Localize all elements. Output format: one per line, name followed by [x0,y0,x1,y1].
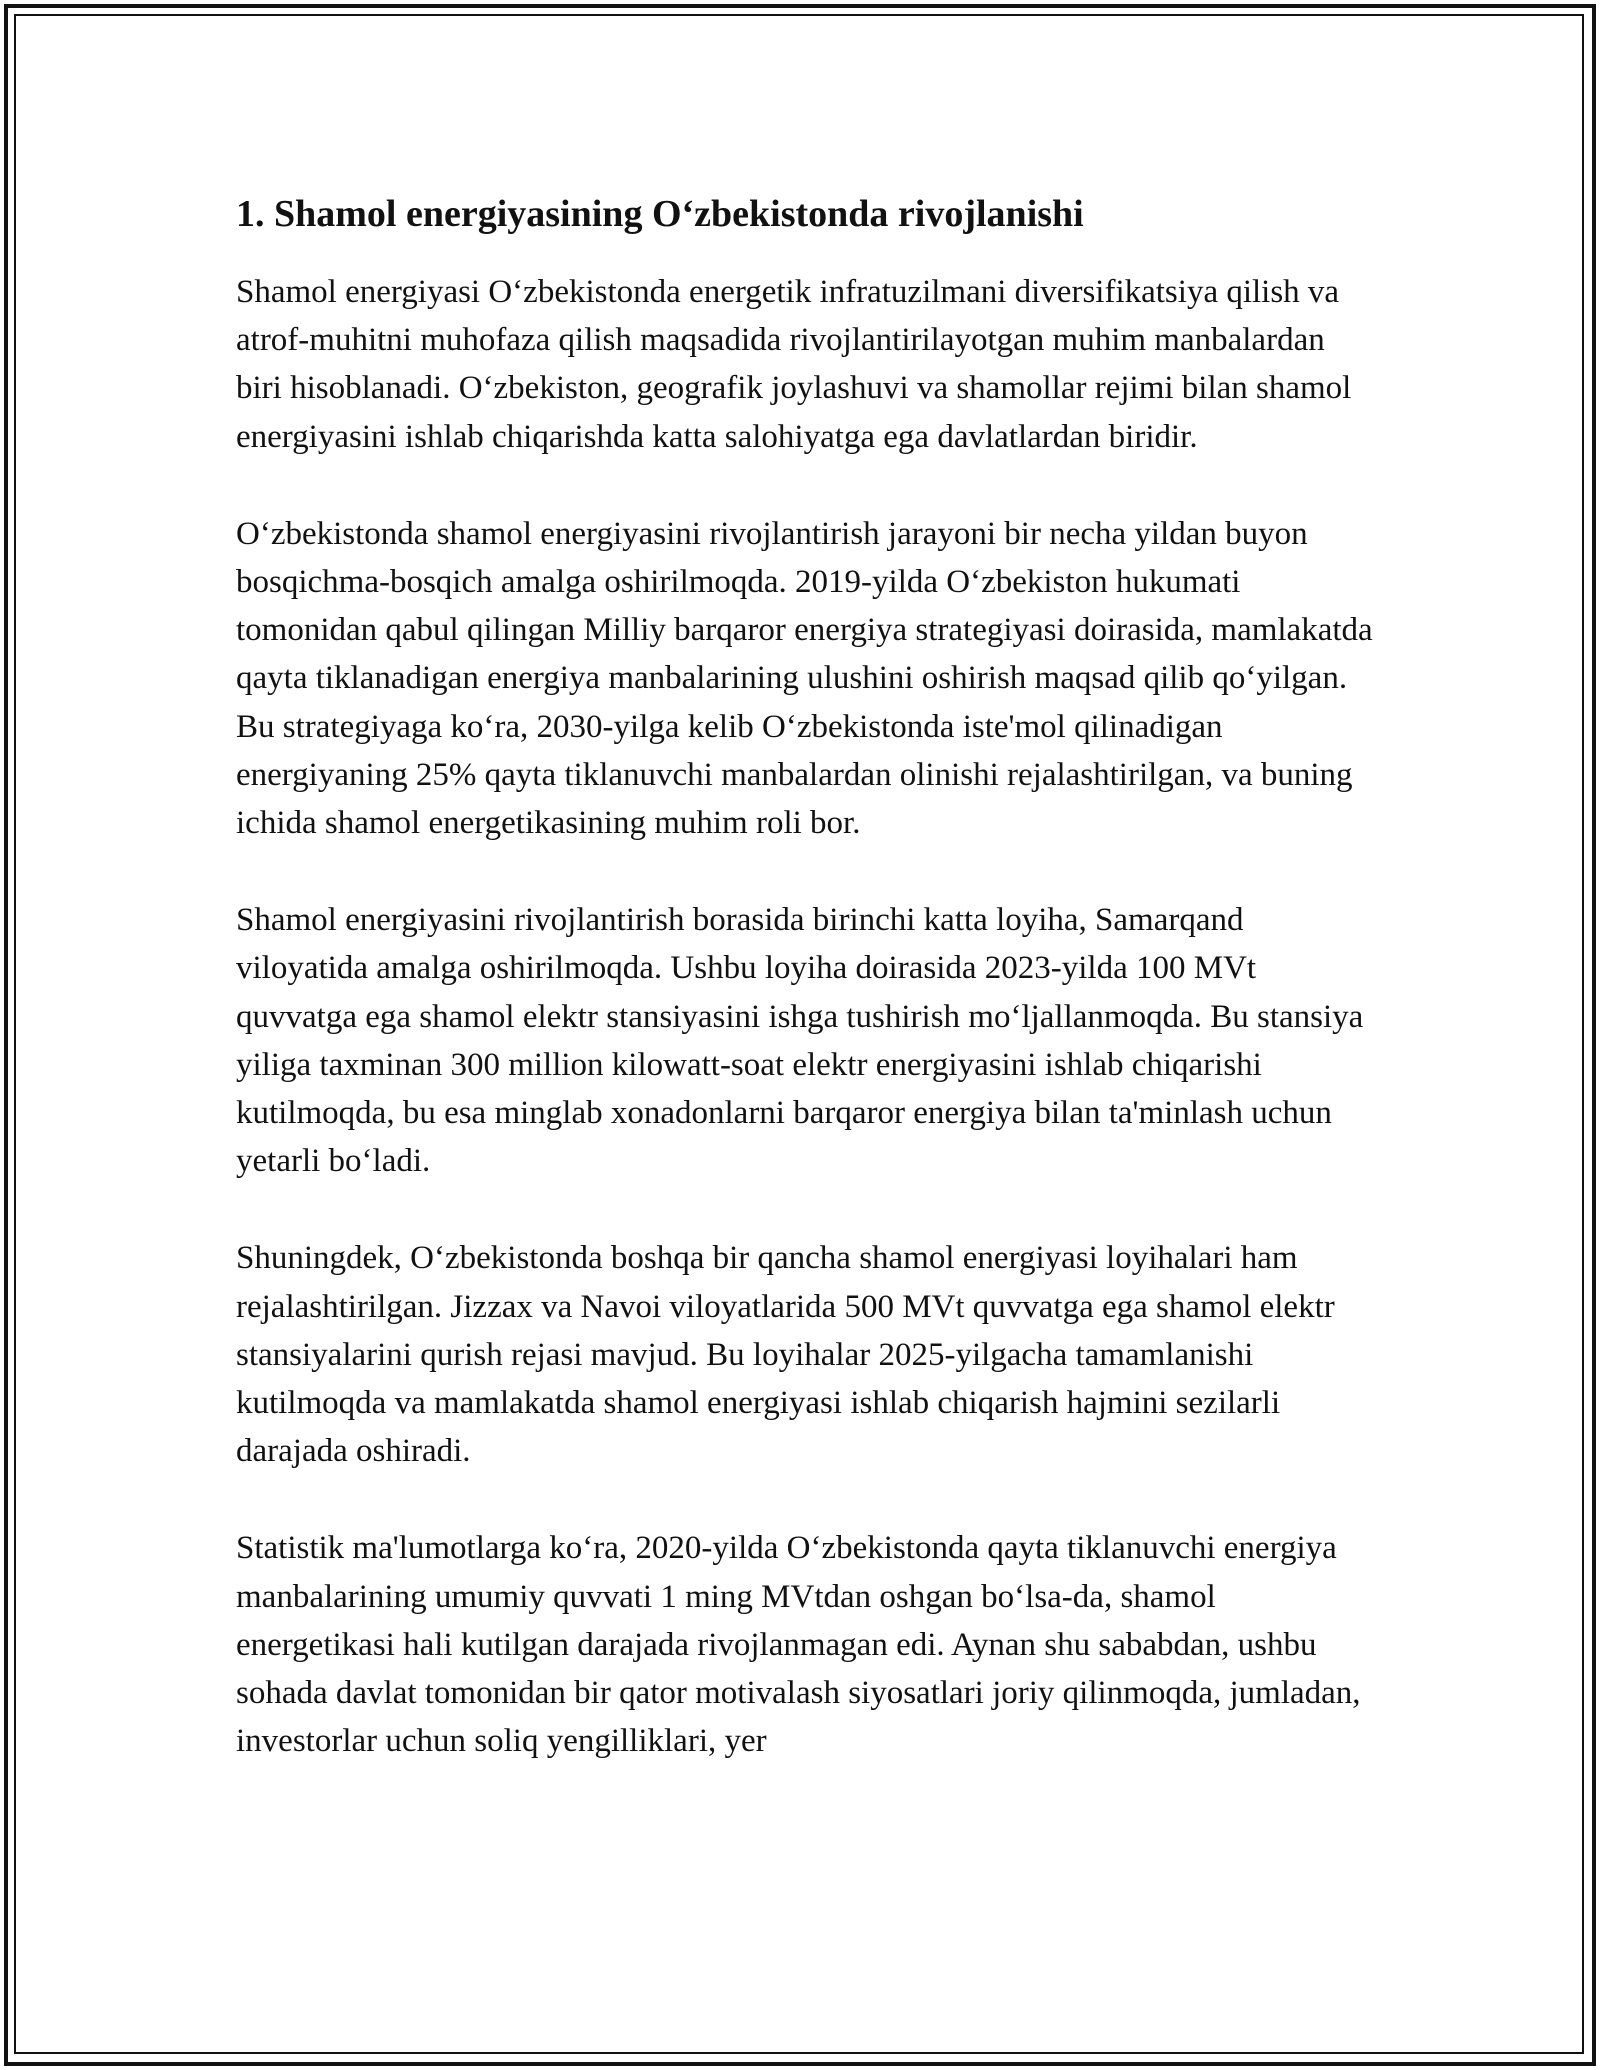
paragraph-3: Shamol energiyasini rivojlantirish borasida birinchi katta loyiha, Samarqand viloyatida amalga oshirilmoqda. Ushbu loyiha doirasida 2023-yilda 100 MVt quvvatga ega shamol elektr stansiyasini ishga tushirish mo‘ljallanmoqda. Bu stansiya yiliga taxminan 300 million kilowatt-soat elektr energiyasini ishlab chiqarishi kutilmoqda, bu esa minglab xonadonlarni barqaror energiya bilan ta'minlash uchun yetarli bo‘ladi. [236,902,1364,1180]
paragraph-4: Shuningdek, O‘zbekistonda boshqa bir qancha shamol energiyasi loyihalari ham rejalashtirilgan. Jizzax va Navoi viloyatlarida 500 MVt quvvatga ega shamol elektr stansiyalarini qurish rejasi mavjud. Bu loyihalar 2025-yilgacha tamamlanishi kutilmoqda va mamlakatda shamol energiyasi ishlab chiqarish hajmini sezilarli darajada oshiradi. [236,1240,1335,1470]
paragraph-1: Shamol energiyasi O‘zbekistonda energetik infratuzilmani diversifikatsiya qilish va atrof-muhitni muhofaza qilish maqsadida rivojlantirilayotgan muhim manbalardan biri hisoblanadi. O‘zbekiston, geografik joylashuvi va shamollar rejimi bilan shamol energiyasini ishlab chiqarishda katta salohiyatga ega davlatlardan biridir. [236,274,1352,455]
section-heading: 1. Shamol energiyasining O‘zbekistonda rivojlanishi [236,193,1084,235]
paragraph-5: Statistik ma'lumotlarga ko‘ra, 2020-yilda O‘zbekistonda qayta tiklanuvchi energiya manbalarining umumiy quvvati 1 ming MVtdan oshgan bo‘lsa-da, shamol energetikasi hali kutilgan darajada rivojlanmagan edi. Aynan shu sababdan, ushbu sohada davlat tomonidan bir qator motivalash siyosatlari joriy qilinmoqda, jumladan, investorlar uchun soliq yengilliklari, yer [236,1530,1361,1760]
paragraph-2: O‘zbekistonda shamol energiyasini rivojlantirish jarayoni bir necha yildan buyon bosqichma-bosqich amalga oshirilmoqda. 2019-yilda O‘zbekiston hukumati tomonidan qabul qilingan Milliy barqaror energiya strategiyasi doirasida, mamlakatda qayta tiklanadigan energiya manbalarining ulushini oshirish maqsad qilib qo‘yilgan. Bu strategiyaga ko‘ra, 2030-yilga kelib O‘zbekistonda iste'mol qilinadigan energiyaning 25% qayta tiklanuvchi manbalardan olinishi rejalashtirilgan, va buning ichida shamol energetikasining muhim roli bor. [236,515,1373,842]
document-body [236,188,1376,1814]
